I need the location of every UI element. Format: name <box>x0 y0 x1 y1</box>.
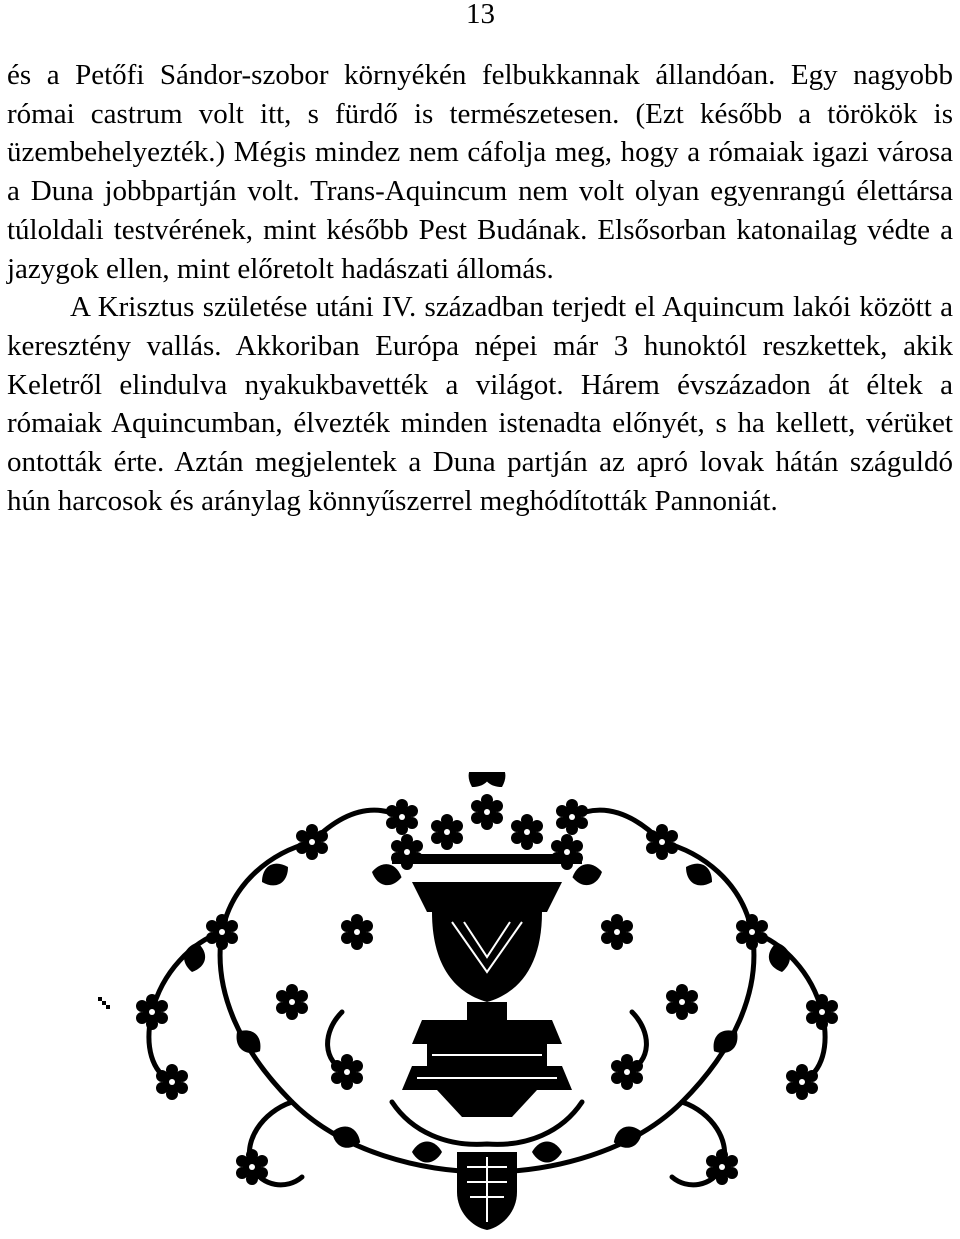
page-number: 13 <box>466 0 495 30</box>
paragraph-1: és a Petőfi Sándor-szobor környékén felbukkannak állandóan. Egy nagyobb római castrum volt itt, s fürdő is természetesen. (Ezt később a törökök is üzembehelyezték.) Mégis mindez nem cáfolja meg, hogy a rómaiak igazi városa a Duna jobbpartján volt. Trans-Aquincum nem volt olyan egyenrangú élettársa túloldali testvérének, mint később Pest Budának. Elsősorban katonailag védte a jazygok ellen, mint előretolt hadászati állomás. <box>7 59 953 285</box>
body-text <box>7 56 953 520</box>
urn-floral-ornament-icon <box>92 772 882 1232</box>
paragraph-2: A Krisztus születése utáni IV. században terjedt el Aquincum lakói között a keresztény vallás. Akkoriban Európa népei már 3 hunoktól reszkettek, akik Keletről elindulva nyakukbavették a világot. Hárem évszázadon át éltek a rómaiak Aquincumban, élvezték minden istenadta előnyét, s ha kellett, vérüket ontották érte. Aztán megjelentek a Duna partján az apró lovak hátán száguldó hún harcosok és aránylag könnyűszerrel meghódították Pannoniát. <box>7 291 953 517</box>
